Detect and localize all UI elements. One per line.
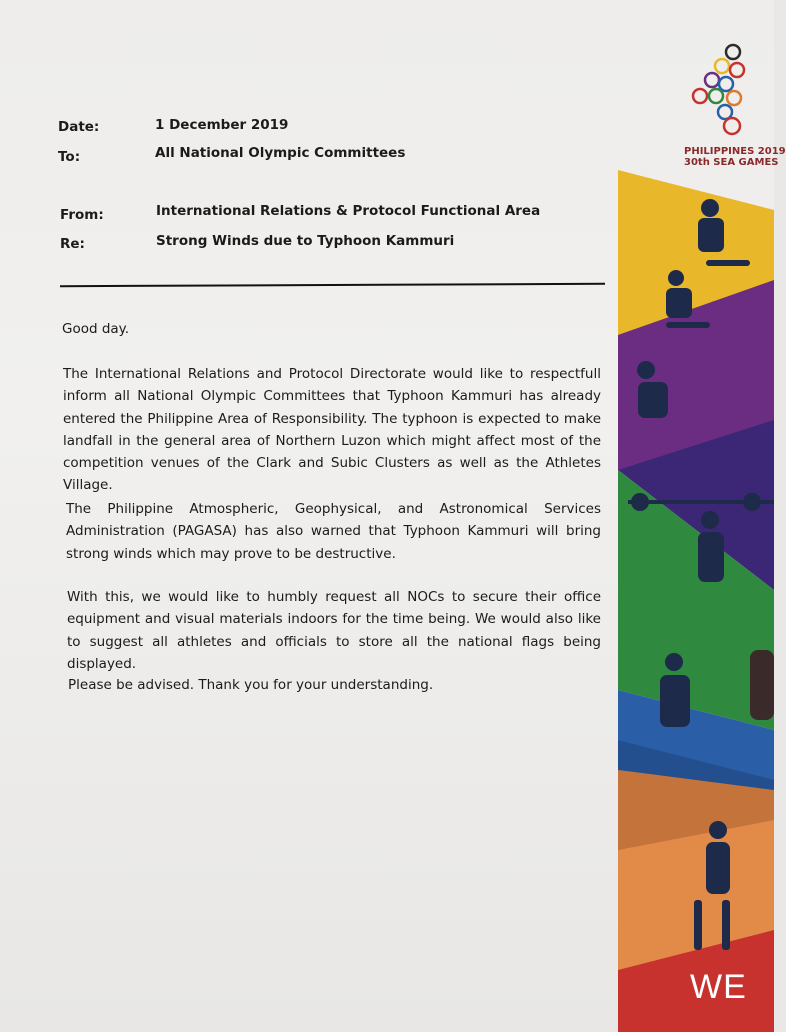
re-label: Re: (60, 236, 85, 252)
date-value: 1 December 2019 (155, 117, 289, 133)
to-value: All National Olympic Committees (155, 145, 406, 161)
paragraph-typhoon-notice: The International Relations and Protocol Directorate would like to respectfull inform all National Olympic Committees that Typhoon Kammuri has already entered the Philippine Area of Responsibility. The typhoon is expected to make landfall in the general area of Northern Luzon which might affect most of the competition venues of the Clark and Subic Clusters as well as the Athletes Village. (63, 366, 601, 494)
from-value: International Relations & Protocol Functional Area (156, 203, 541, 219)
logo-caption-line2: 30th SEA GAMES (684, 157, 779, 168)
paragraph-pagasa-warning: The Philippine Atmospheric, Geophysical, and Astronomical Services Administration (PAGASA) has also warned that Typhoon Kammuri will bring strong winds which may prove to be destructive. (66, 501, 601, 562)
closing-line: Please be advised. Thank you for your understanding. (68, 677, 434, 693)
sports-artwork-panel (618, 170, 774, 1032)
date-label: Date: (58, 119, 100, 135)
we-win-slogan: WE (690, 968, 747, 1006)
from-label: From: (60, 207, 104, 223)
paragraph-request: With this, we would like to humbly request all NOCs to secure their office equipment and visual materials indoors for the time being. We would also like to suggest all athletes and officials to store all the national flags being displayed. (67, 589, 601, 672)
logo-caption-line1: PHILIPPINES 2019 (684, 146, 786, 157)
greeting: Good day. (62, 321, 130, 337)
re-value: Strong Winds due to Typhoon Kammuri (156, 233, 455, 249)
to-label: To: (58, 149, 81, 165)
